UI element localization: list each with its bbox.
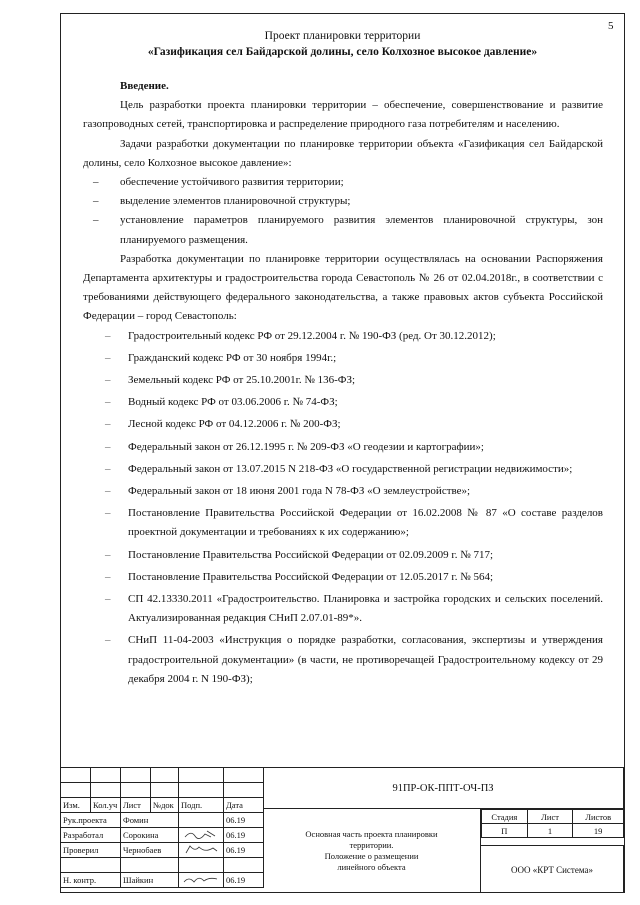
law-item: – Постановление Правительства Российской Федерации от 16.02.2008 № 87 «О составе разделов проектной документации и требованиях к их содержанию»; bbox=[105, 507, 603, 539]
organization-name: ООО «КРТ Система» bbox=[481, 845, 624, 893]
signature-row: Проверил Чернобаев 06.19 bbox=[61, 843, 264, 858]
section-heading: Введение. bbox=[120, 80, 169, 92]
stage-value: П bbox=[482, 824, 528, 838]
signature-row: Рук.проекта Фомин 06.19 bbox=[61, 813, 264, 828]
stage-sheet-table: Стадия Лист Листов П 1 19 bbox=[481, 809, 624, 838]
law-item: – СП 42.13330.2011 «Градостроительство. Планировка и застройка городских и сельских поселений. Актуализированная редакция СНиП 2.07.01-89*». bbox=[105, 593, 603, 625]
signatures-table bbox=[60, 767, 264, 888]
signature-row: Н. контр. Шайкин 06.19 bbox=[61, 873, 264, 888]
task-item: – обеспечение устойчивого развития территории; bbox=[83, 173, 603, 192]
laws-list bbox=[83, 327, 603, 689]
signature-image bbox=[179, 828, 224, 843]
law-item: – Федеральный закон от 26.12.1995 г. № 209-ФЗ «О геодезии и картографии»; bbox=[105, 440, 484, 453]
stamp-column-headers: Изм. Кол.уч Лист №док Подп. Дата bbox=[61, 798, 264, 813]
page-number: 5 bbox=[608, 20, 614, 32]
sheet-value: 1 bbox=[527, 824, 573, 838]
document-description: Основная часть проекта планировки территории. Положение о размещении линейного объекта bbox=[263, 809, 481, 893]
task-item: – выделение элементов планировочной структуры; bbox=[83, 192, 603, 211]
law-item: – Водный кодекс РФ от 03.06.2006 г. № 74-ФЗ; bbox=[105, 396, 338, 409]
header-subtitle: «Газификация сел Байдарской долины, село Колхозное высокое давление» bbox=[147, 46, 538, 58]
law-item: – Федеральный закон от 13.07.2015 N 218-ФЗ «О государственной регистрации недвижимости»; bbox=[105, 462, 573, 475]
paragraph-tasks: Задачи разработки документации по планировке территории объекта «Газификация сел Байдарской долины, село Колхозное высокое давление»: bbox=[83, 137, 603, 169]
document-header bbox=[60, 28, 625, 60]
document-code: 91ПР-ОК-ППТ-ОЧ-ПЗ bbox=[263, 767, 624, 809]
header-title: Проект планировки территории bbox=[264, 30, 421, 42]
law-item: – Лесной кодекс РФ от 04.12.2006 г. № 200-ФЗ; bbox=[105, 418, 341, 431]
law-item: – СНиП 11-04-2003 «Инструкция о порядке разработки, согласования, экспертизы и утверждения градостроительной документации» (в части, не противоречащей Градостроительному кодексу от 29 декабря 2004 г. N 190-ФЗ); bbox=[105, 634, 603, 685]
signature-image bbox=[179, 843, 224, 858]
signature-row: Разработал Сорокина 06.19 bbox=[61, 828, 264, 843]
law-item: – Земельный кодекс РФ от 25.10.2001г. № 136-ФЗ; bbox=[105, 374, 356, 387]
law-item: – Гражданский кодекс РФ от 30 ноября 1994г.; bbox=[105, 351, 337, 364]
paragraph-goal: Цель разработки проекта планировки территории – обеспечение, совершенствование и развитие газопроводных сетей, транспортировка и распределение природного газа потребителям и населению. bbox=[83, 99, 603, 131]
document-body bbox=[83, 77, 603, 689]
stamp-info bbox=[263, 767, 625, 893]
law-item: – Постановление Правительства Российской Федерации от 12.05.2017 г. № 564; bbox=[105, 570, 494, 583]
title-block-stamp bbox=[60, 767, 625, 893]
signature-row bbox=[61, 858, 264, 873]
signature-image bbox=[179, 873, 224, 888]
paragraph-basis: Разработка документации по планировке территории осуществлялась на основании Распоряжения Департамента архитектуры и градостроительства города Севастополь № 26 от 02.04.2018г., в соответствии с требованиями действующего федерального законодательства, а также правовых актов субъекта Российской Федерации – город Севастополь: bbox=[83, 252, 603, 323]
task-item: – установление параметров планируемого развития элементов планировочной структуры, зон планируемого размещения. bbox=[83, 211, 603, 249]
law-item: – Федеральный закон от 18 июня 2001 года N 78-ФЗ «О землеустройстве»; bbox=[105, 485, 471, 498]
sheets-total-value: 19 bbox=[573, 824, 624, 838]
law-item: – Градостроительный кодекс РФ от 29.12.2004 г. № 190-ФЗ (ред. От 30.12.2012); bbox=[105, 329, 496, 342]
law-item: – Постановление Правительства Российской Федерации от 02.09.2009 г. № 717; bbox=[105, 548, 494, 561]
